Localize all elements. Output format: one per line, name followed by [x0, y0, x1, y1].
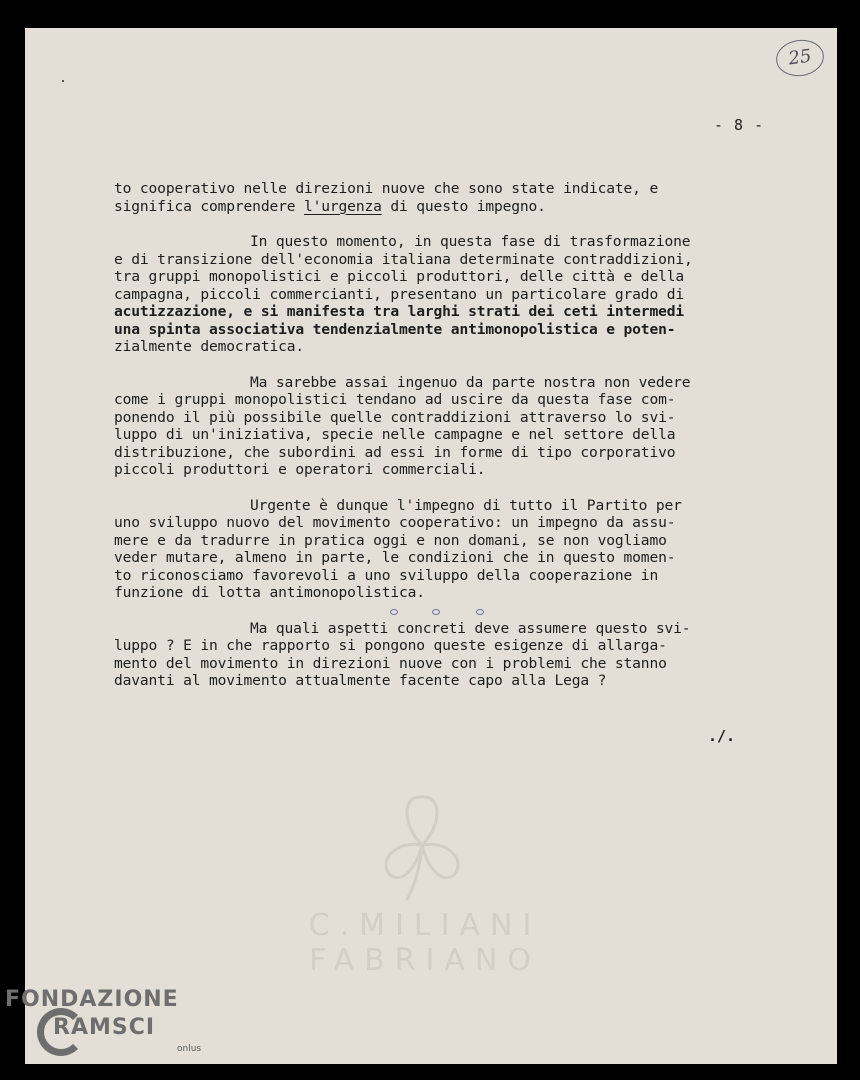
text-line: mento del movimento in direzioni nuove con i problemi che stanno [114, 654, 667, 672]
text-line: funzione di lotta antimonopolistica. [114, 584, 425, 601]
text-line: luppo di un'iniziativa, specie nelle campagne e nel settore della [114, 426, 676, 443]
separator-dot [390, 609, 398, 615]
logo-text-line2: RAMSCI [53, 1015, 156, 1040]
text-line: e di transizione dell'economia italiana determinate contraddizioni, [114, 250, 693, 268]
separator-dot [432, 609, 440, 615]
text-line: to riconosciamo favorevoli a uno sviluppo della cooperazione in [114, 566, 659, 584]
text-line: zialmente democratica. [114, 338, 304, 355]
text-fragment: di questo impegno. [381, 197, 546, 215]
text-line: una spinta associativa tendenzialmente antimonopolistica e poten- [114, 320, 676, 338]
ink-speck [62, 80, 64, 82]
text-line: Ma quali aspetti concreti deve assumere questo svi- [250, 619, 691, 637]
continuation-mark: ./. [708, 727, 736, 745]
text-line: acutizzazione, e si manifesta tra larghi strati dei ceti intermedi [114, 303, 684, 320]
underlined-text: l'urgenza [304, 197, 382, 215]
text-line: In questo momento, in questa fase di trasformazione [250, 233, 691, 250]
text-line: come i gruppi monopolistici tendano ad uscire da questa fase com- [114, 391, 676, 408]
text-fragment: significa comprendere [114, 197, 304, 215]
separator-dot [476, 609, 484, 615]
text-line: piccoli produttori e operatori commerciali. [114, 461, 486, 478]
text-line: davanti al movimento attualmente facente capo alla Lega ? [114, 672, 607, 689]
text-line: luppo ? E in che rapporto si pongono queste esigenze di allarga- [114, 637, 667, 654]
text-line: tra gruppi monopolistici e piccoli produttori, delle città e della [114, 268, 684, 285]
text-line: campagna, piccoli commercianti, presentano un particolare grado di [114, 285, 684, 303]
logo-text-line1: FONDAZIONE [5, 987, 179, 1012]
text-line: veder mutare, almeno in parte, le condizioni che in questo momen- [114, 549, 676, 566]
text-line: distribuzione, che subordini ad essi in forme di tipo corporativo [114, 443, 676, 461]
page-number: - 8 - [714, 116, 765, 134]
fondazione-gramsci-logo [5, 988, 225, 1068]
text-line [114, 198, 764, 216]
text-line: Urgente è dunque l'impegno di tutto il Partito per [250, 496, 682, 514]
text-line: ponendo il più possibile quelle contraddizioni attraverso lo svi- [114, 408, 676, 426]
archive-page-number: 25 [774, 37, 827, 79]
paper-watermark: C.MILIANI FABRIANO [308, 908, 542, 978]
text-line: to cooperativo nelle direzioni nuove che sono state indicate, e [114, 180, 659, 197]
logo-text-line3: onlus [177, 1044, 202, 1054]
text-line: mere e da tradurre in pratica oggi e non domani, se non vogliamo [114, 531, 667, 549]
watermark-clover-icon [372, 785, 472, 905]
text-line: uno sviluppo nuovo del movimento cooperativo: un impegno da assu- [114, 514, 676, 531]
text-line: Ma sarebbe assai ingenuo da parte nostra non vedere [250, 373, 691, 391]
section-separator-dots [388, 607, 498, 619]
